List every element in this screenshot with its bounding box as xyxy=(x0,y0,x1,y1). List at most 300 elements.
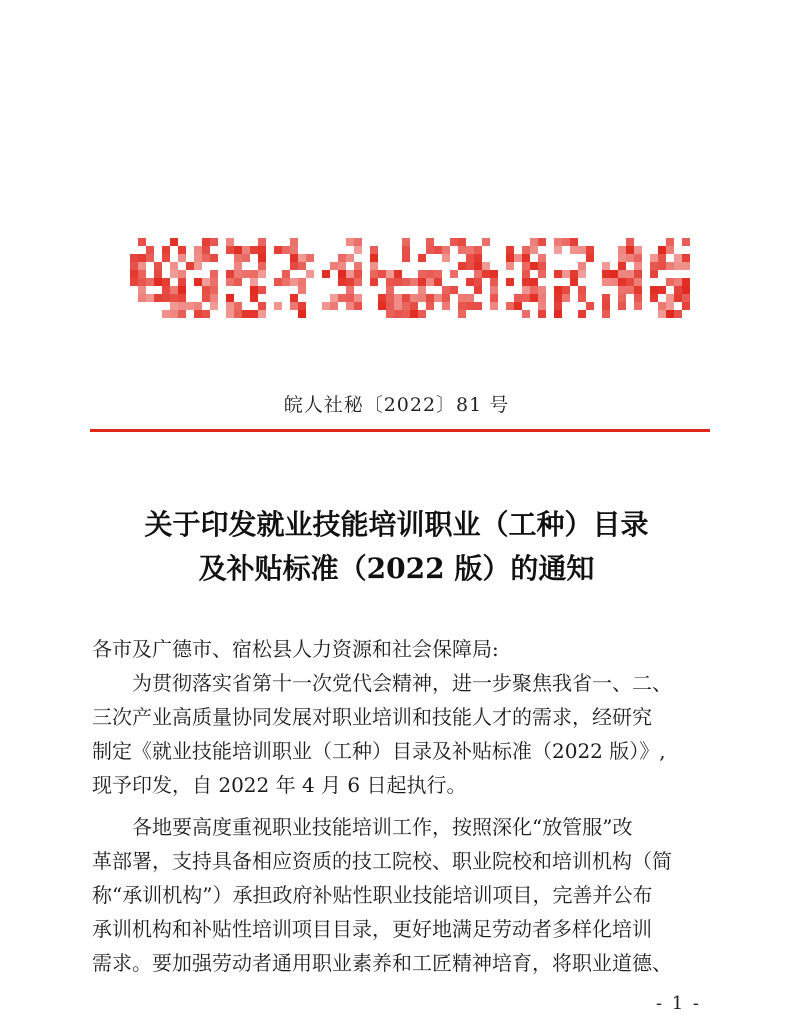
letterhead-pixel xyxy=(482,270,490,278)
letterhead-pixel xyxy=(354,262,362,270)
letterhead-pixel xyxy=(234,310,242,318)
letterhead-pixel xyxy=(626,254,634,262)
letterhead-pixel xyxy=(338,294,346,302)
letterhead-pixel xyxy=(682,262,690,270)
letterhead-pixel xyxy=(562,286,570,294)
letterhead-pixel xyxy=(426,302,434,310)
addressee: 各市及广德市、宿松县人力资源和社会保障局: xyxy=(92,637,499,661)
paragraph-2-line-1: 各地要高度重视职业技能培训工作，按照深化“放管服”改 xyxy=(132,815,633,839)
letterhead-pixel xyxy=(202,246,210,254)
letterhead-pixel xyxy=(250,246,258,254)
letterhead-pixel xyxy=(522,286,530,294)
letterhead-pixel xyxy=(290,254,298,262)
letterhead-pixel xyxy=(442,286,450,294)
letterhead-pixel xyxy=(682,238,690,246)
letterhead-pixel xyxy=(386,270,394,278)
letterhead-pixel xyxy=(170,238,178,246)
letterhead-pixel xyxy=(394,278,402,286)
letterhead-pixel xyxy=(578,310,586,318)
letterhead-pixel xyxy=(418,294,426,302)
letterhead-pixel xyxy=(226,238,234,246)
letterhead-pixel xyxy=(634,294,642,302)
letterhead-pixel xyxy=(442,302,450,310)
letterhead-pixel xyxy=(418,286,426,294)
letterhead-pixel xyxy=(602,310,610,318)
letterhead-pixel xyxy=(170,302,178,310)
letterhead-pixel xyxy=(674,294,682,302)
letterhead-pixel xyxy=(194,246,202,254)
letterhead-pixel xyxy=(290,238,298,246)
letterhead-pixel xyxy=(370,262,378,270)
letterhead-pixel xyxy=(418,278,426,286)
letterhead-pixel xyxy=(394,294,402,302)
letterhead-pixel xyxy=(306,254,314,262)
title-line-2: 及补贴标准（2022 版）的通知 xyxy=(198,552,595,585)
letterhead-pixel xyxy=(674,262,682,270)
letterhead-pixel xyxy=(402,278,410,286)
letterhead-pixel xyxy=(650,262,658,270)
letterhead-pixel xyxy=(418,310,426,318)
letterhead-pixel xyxy=(450,238,458,246)
letterhead-pixel xyxy=(402,310,410,318)
document-number: 皖人社秘〔2022〕81 号 xyxy=(283,394,510,416)
letterhead-pixel xyxy=(666,246,674,254)
letterhead-pixel xyxy=(354,278,362,286)
letterhead-pixel xyxy=(346,286,354,294)
letterhead-pixel xyxy=(618,302,626,310)
letterhead-pixel xyxy=(298,286,306,294)
letterhead-pixel xyxy=(306,270,314,278)
letterhead-pixel xyxy=(170,286,178,294)
letterhead-pixel xyxy=(458,310,466,318)
letterhead-pixel xyxy=(418,254,426,262)
letterhead-pixel xyxy=(178,294,186,302)
title-line-1: 关于印发就业技能培训职业（工种）目录 xyxy=(144,508,649,541)
letterhead-pixel xyxy=(298,254,306,262)
letterhead-pixel xyxy=(338,278,346,286)
letterhead-pixel xyxy=(474,286,482,294)
letterhead-pixel xyxy=(610,270,618,278)
letterhead-pixel xyxy=(194,254,202,262)
letterhead-pixel xyxy=(258,262,266,270)
letterhead-pixel xyxy=(506,246,514,254)
letterhead-pixel xyxy=(522,254,530,262)
letterhead-pixel xyxy=(634,278,642,286)
letterhead-pixelated xyxy=(130,238,690,318)
letterhead-pixel xyxy=(522,246,530,254)
letterhead-pixel xyxy=(298,262,306,270)
letterhead-pixel xyxy=(618,278,626,286)
letterhead-pixel xyxy=(650,254,658,262)
document-title xyxy=(0,503,793,591)
letterhead-pixel xyxy=(602,262,610,270)
letterhead-pixel xyxy=(570,246,578,254)
letterhead-pixel xyxy=(554,238,562,246)
letterhead-pixel xyxy=(426,270,434,278)
letterhead-pixel xyxy=(682,302,690,310)
letterhead-pixel xyxy=(666,302,674,310)
letterhead-pixel xyxy=(442,246,450,254)
letterhead-pixel xyxy=(634,254,642,262)
letterhead-pixel xyxy=(194,278,202,286)
letterhead-pixel xyxy=(138,238,146,246)
letterhead-pixel xyxy=(626,246,634,254)
letterhead-pixel xyxy=(626,238,634,246)
letterhead-pixel xyxy=(202,238,210,246)
letterhead-pixel xyxy=(282,246,290,254)
letterhead-pixel xyxy=(234,246,242,254)
letterhead-pixel xyxy=(650,286,658,294)
letterhead-pixel xyxy=(482,238,490,246)
letterhead-pixel xyxy=(682,286,690,294)
letterhead-pixel xyxy=(354,270,362,278)
letterhead-pixel xyxy=(290,262,298,270)
red-divider-line xyxy=(90,429,710,432)
letterhead-pixel xyxy=(578,294,586,302)
letterhead-pixel xyxy=(298,278,306,286)
letterhead-pixel xyxy=(370,270,378,278)
letterhead-pixel xyxy=(530,294,538,302)
letterhead-pixel xyxy=(618,294,626,302)
letterhead-pixel xyxy=(194,262,202,270)
letterhead-pixel xyxy=(346,302,354,310)
letterhead-pixel xyxy=(426,278,434,286)
letterhead-pixel xyxy=(186,302,194,310)
letterhead-pixel xyxy=(434,246,442,254)
letterhead-pixel xyxy=(290,246,298,254)
letterhead-pixel xyxy=(618,270,626,278)
letterhead-pixel xyxy=(162,254,170,262)
letterhead-pixel xyxy=(194,310,202,318)
letterhead-pixel xyxy=(474,278,482,286)
letterhead-pixel xyxy=(202,286,210,294)
letterhead-pixel xyxy=(170,294,178,302)
letterhead-pixel xyxy=(530,278,538,286)
letterhead-pixel xyxy=(370,278,378,286)
letterhead-pixel xyxy=(674,310,682,318)
letterhead-pixel xyxy=(474,302,482,310)
paragraph-2-line-4: 承训机构和补贴性培训项目目录，更好地满足劳动者多样化培训 xyxy=(92,917,652,941)
letterhead-pixel xyxy=(514,302,522,310)
letterhead-pixel xyxy=(370,254,378,262)
letterhead-pixel xyxy=(130,262,138,270)
letterhead-pixel xyxy=(506,254,514,262)
letterhead-pixel xyxy=(658,246,666,254)
letterhead-pixel xyxy=(162,278,170,286)
letterhead-pixel xyxy=(234,278,242,286)
letterhead-pixel xyxy=(242,270,250,278)
letterhead-pixel xyxy=(658,302,666,310)
letterhead-pixel xyxy=(210,238,218,246)
letterhead-pixel xyxy=(466,254,474,262)
letterhead-pixel xyxy=(682,278,690,286)
letterhead-pixel xyxy=(394,270,402,278)
letterhead-pixel xyxy=(386,310,394,318)
letterhead-pixel xyxy=(378,294,386,302)
letterhead-pixel xyxy=(586,254,594,262)
paragraph-1-line-3: 制定《就业技能培训职业（工种）目录及补贴标准（2022 版）》, xyxy=(92,739,666,763)
letterhead-pixel xyxy=(434,270,442,278)
letterhead-pixel xyxy=(666,238,674,246)
letterhead-pixel xyxy=(322,302,330,310)
letterhead-pixel xyxy=(466,246,474,254)
letterhead-pixel xyxy=(490,294,498,302)
letterhead-pixel xyxy=(202,254,210,262)
letterhead-pixel xyxy=(202,278,210,286)
letterhead-pixel xyxy=(602,302,610,310)
letterhead-pixel xyxy=(354,302,362,310)
letterhead-pixel xyxy=(418,270,426,278)
letterhead-pixel xyxy=(338,270,346,278)
letterhead-pixel xyxy=(658,286,666,294)
letterhead-pixel xyxy=(130,254,138,262)
letterhead-pixel xyxy=(402,238,410,246)
letterhead-pixel xyxy=(490,302,498,310)
letterhead-pixel xyxy=(530,238,538,246)
letterhead-pixel xyxy=(570,278,578,286)
letterhead-pixel xyxy=(258,302,266,310)
letterhead-pixel xyxy=(442,254,450,262)
letterhead-pixel xyxy=(522,294,530,302)
letterhead-pixel xyxy=(250,286,258,294)
letterhead-pixel xyxy=(258,238,266,246)
paragraph-1-line-2: 三次产业高质量协同发展对职业培训和技能人才的需求，经研究 xyxy=(92,705,652,729)
document-body xyxy=(92,632,712,980)
letterhead-pixel xyxy=(282,278,290,286)
letterhead-pixel xyxy=(346,294,354,302)
letterhead-pixel xyxy=(378,270,386,278)
letterhead-pixel xyxy=(578,270,586,278)
letterhead-pixel xyxy=(426,246,434,254)
letterhead-pixel xyxy=(130,270,138,278)
letterhead-pixel xyxy=(618,286,626,294)
letterhead-pixel xyxy=(570,270,578,278)
letterhead-pixel xyxy=(466,278,474,286)
letterhead-pixel xyxy=(258,254,266,262)
letterhead-pixel xyxy=(226,246,234,254)
letterhead-pixel xyxy=(554,246,562,254)
letterhead-pixel xyxy=(578,262,586,270)
letterhead-pixel xyxy=(586,302,594,310)
paragraph-1-line-1: 为贯彻落实省第十一次党代会精神，进一步聚焦我省一、二、 xyxy=(132,671,672,695)
letterhead-pixel xyxy=(290,294,298,302)
letterhead-pixel xyxy=(554,294,562,302)
letterhead-pixel xyxy=(402,254,410,262)
letterhead-pixel xyxy=(434,294,442,302)
letterhead-pixel xyxy=(162,246,170,254)
page-number: - 1 - xyxy=(655,993,701,1014)
letterhead-pixel xyxy=(234,254,242,262)
letterhead-pixel xyxy=(370,246,378,254)
letterhead-pixel xyxy=(442,294,450,302)
letterhead-pixel xyxy=(658,262,666,270)
letterhead-pixel xyxy=(538,254,546,262)
paragraph-2-line-2: 革部署，支持具备相应资质的技工院校、职业院校和培训机构（简 xyxy=(92,849,672,873)
letterhead-pixel xyxy=(618,254,626,262)
letterhead-pixel xyxy=(522,310,530,318)
letterhead-pixel xyxy=(466,302,474,310)
letterhead-pixel xyxy=(346,270,354,278)
letterhead-pixel xyxy=(146,246,154,254)
letterhead-pixel xyxy=(322,270,330,278)
letterhead-pixel xyxy=(458,246,466,254)
letterhead-pixel xyxy=(458,238,466,246)
letterhead-pixel xyxy=(626,270,634,278)
letterhead-pixel xyxy=(410,294,418,302)
letterhead-pixel xyxy=(138,294,146,302)
letterhead-pixel xyxy=(410,278,418,286)
letterhead-pixel xyxy=(530,246,538,254)
letterhead-pixel xyxy=(554,286,562,294)
letterhead-pixel xyxy=(234,262,242,270)
letterhead-pixel xyxy=(578,246,586,254)
letterhead-pixel xyxy=(210,286,218,294)
letterhead-pixel xyxy=(346,254,354,262)
letterhead-pixel xyxy=(290,278,298,286)
letterhead-pixel xyxy=(394,302,402,310)
letterhead-pixel xyxy=(298,310,306,318)
letterhead-pixel xyxy=(202,310,210,318)
letterhead-pixel xyxy=(354,246,362,254)
letterhead-pixel xyxy=(538,270,546,278)
letterhead-pixel xyxy=(226,302,234,310)
letterhead-pixel xyxy=(226,278,234,286)
letterhead-pixel xyxy=(338,262,346,270)
letterhead-pixel xyxy=(138,286,146,294)
letterhead-pixel xyxy=(466,294,474,302)
letterhead-pixel xyxy=(634,246,642,254)
letterhead-pixel xyxy=(154,278,162,286)
letterhead-pixel xyxy=(146,294,154,302)
letterhead-pixel xyxy=(562,294,570,302)
letterhead-pixel xyxy=(674,254,682,262)
letterhead-pixel xyxy=(162,294,170,302)
letterhead-pixel xyxy=(130,278,138,286)
paragraph-1-line-4: 现予印发，自 2022 年 4 月 6 日起执行。 xyxy=(92,773,467,797)
letterhead-pixel xyxy=(378,302,386,310)
letterhead-pixel xyxy=(210,302,218,310)
letterhead-pixel xyxy=(282,270,290,278)
letterhead-pixel xyxy=(250,270,258,278)
letterhead-pixel xyxy=(226,294,234,302)
letterhead-pixel xyxy=(402,294,410,302)
letterhead-pixel xyxy=(474,262,482,270)
letterhead-pixel xyxy=(146,278,154,286)
letterhead-pixel xyxy=(258,286,266,294)
letterhead-pixel xyxy=(154,270,162,278)
letterhead-pixel xyxy=(554,302,562,310)
letterhead-pixel xyxy=(186,262,194,270)
letterhead-pixel xyxy=(178,278,186,286)
letterhead-pixel xyxy=(474,270,482,278)
letterhead-pixel xyxy=(474,246,482,254)
letterhead-pixel xyxy=(210,294,218,302)
letterhead-pixel xyxy=(250,278,258,286)
letterhead-pixel xyxy=(178,246,186,254)
letterhead-pixel xyxy=(138,278,146,286)
letterhead-pixel xyxy=(234,270,242,278)
paragraph-2-line-5: 需求。要加强劳动者通用职业素养和工匠精神培育，将职业道德、 xyxy=(92,951,672,975)
letterhead-pixel xyxy=(474,254,482,262)
letterhead-pixel xyxy=(538,286,546,294)
letterhead-pixel xyxy=(258,246,266,254)
letterhead-pixel xyxy=(490,270,498,278)
letterhead-pixel xyxy=(554,310,562,318)
letterhead-pixel xyxy=(386,302,394,310)
letterhead-pixel xyxy=(194,302,202,310)
letterhead-pixel xyxy=(242,254,250,262)
letterhead-pixel xyxy=(426,238,434,246)
letterhead-pixel xyxy=(274,302,282,310)
letterhead-pixel xyxy=(210,270,218,278)
letterhead-pixel xyxy=(514,294,522,302)
letterhead-pixel xyxy=(330,262,338,270)
letterhead-pixel xyxy=(138,262,146,270)
letterhead-pixel xyxy=(434,278,442,286)
letterhead-mosaic xyxy=(130,238,690,318)
letterhead-pixel xyxy=(138,270,146,278)
letterhead-pixel xyxy=(530,286,538,294)
letterhead-pixel xyxy=(410,310,418,318)
letterhead-pixel xyxy=(258,270,266,278)
letterhead-pixel xyxy=(490,278,498,286)
letterhead-pixel xyxy=(402,246,410,254)
letterhead-pixel xyxy=(618,246,626,254)
letterhead-pixel xyxy=(530,262,538,270)
letterhead-pixel xyxy=(634,270,642,278)
letterhead-pixel xyxy=(274,246,282,254)
letterhead-pixel xyxy=(586,246,594,254)
letterhead-pixel xyxy=(634,286,642,294)
letterhead-pixel xyxy=(210,278,218,286)
letterhead-pixel xyxy=(346,238,354,246)
letterhead-pixel xyxy=(674,286,682,294)
letterhead-pixel xyxy=(298,302,306,310)
letterhead-pixel xyxy=(250,310,258,318)
letterhead-pixel xyxy=(482,262,490,270)
letterhead-pixel xyxy=(682,294,690,302)
letterhead-pixel xyxy=(170,310,178,318)
letterhead-pixel xyxy=(650,294,658,302)
letterhead-pixel xyxy=(290,302,298,310)
letterhead-pixel xyxy=(618,262,626,270)
letterhead-pixel xyxy=(450,286,458,294)
letterhead-pixel xyxy=(538,302,546,310)
letterhead-pixel xyxy=(346,278,354,286)
letterhead-pixel xyxy=(154,262,162,270)
letterhead-pixel xyxy=(394,310,402,318)
letterhead-pixel xyxy=(666,310,674,318)
letterhead-pixel xyxy=(330,302,338,310)
letterhead-pixel xyxy=(626,278,634,286)
letterhead-pixel xyxy=(522,270,530,278)
letterhead-pixel xyxy=(538,310,546,318)
letterhead-pixel xyxy=(178,270,186,278)
letterhead-pixel xyxy=(682,254,690,262)
letterhead-pixel xyxy=(402,302,410,310)
letterhead-pixel xyxy=(538,238,546,246)
letterhead-pixel xyxy=(338,254,346,262)
letterhead-pixel xyxy=(386,286,394,294)
letterhead-pixel xyxy=(354,238,362,246)
letterhead-pixel xyxy=(178,310,186,318)
letterhead-pixel xyxy=(274,278,282,286)
letterhead-pixel xyxy=(178,286,186,294)
letterhead-pixel xyxy=(386,278,394,286)
letterhead-pixel xyxy=(458,294,466,302)
letterhead-pixel xyxy=(202,294,210,302)
letterhead-pixel xyxy=(162,310,170,318)
